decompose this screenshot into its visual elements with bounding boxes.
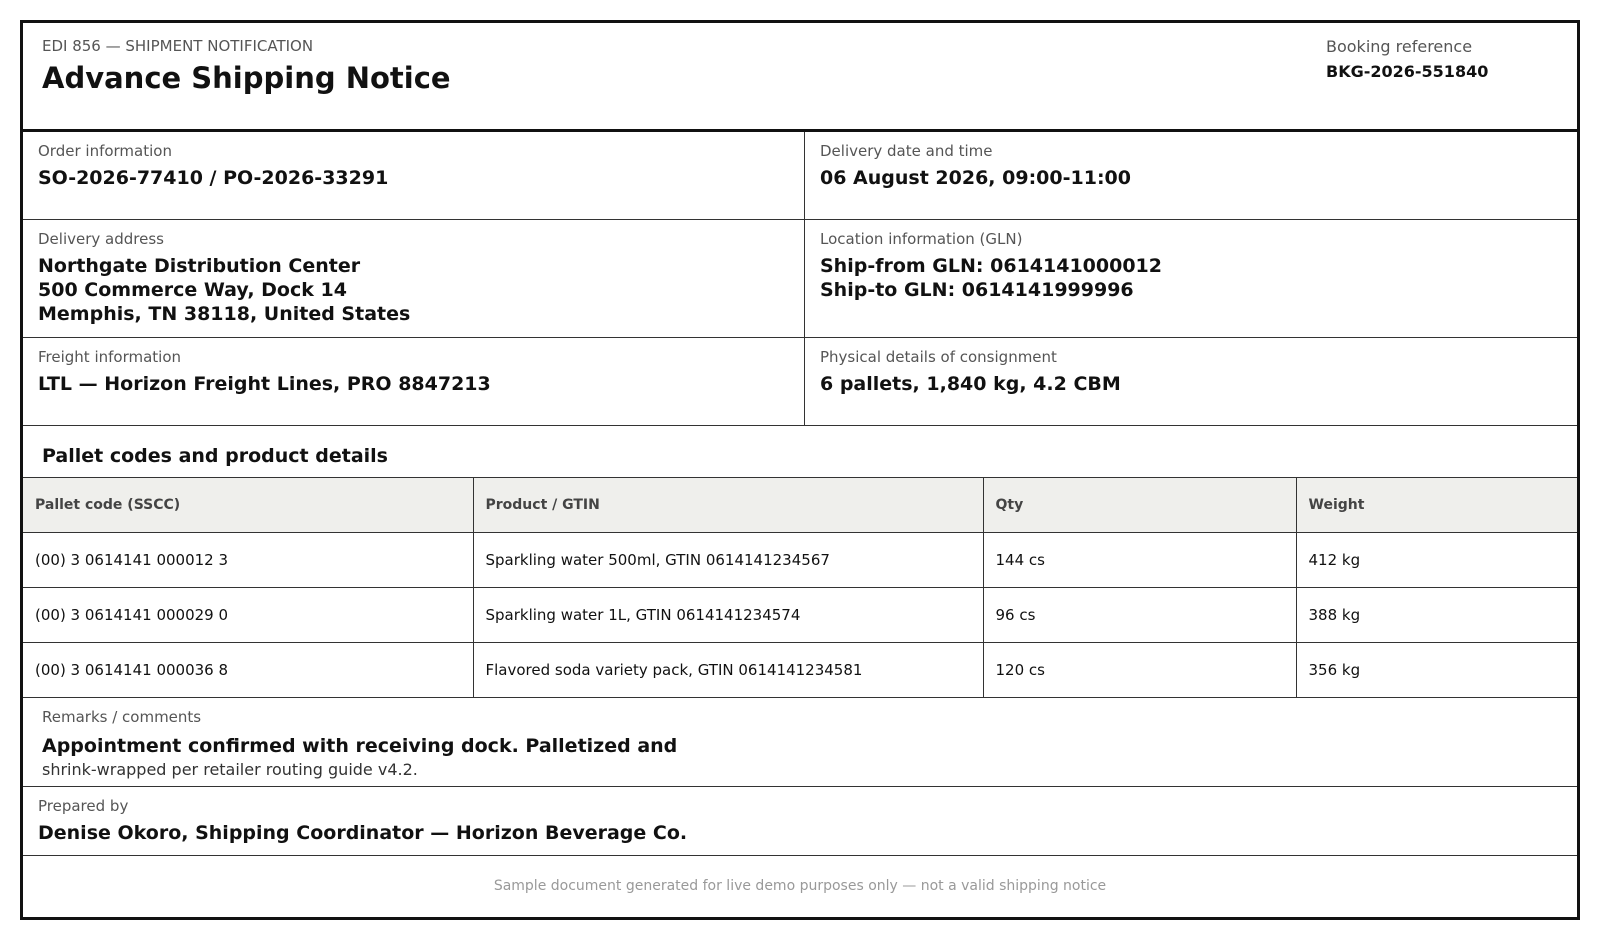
qty-cell: 144 cs	[983, 533, 1296, 588]
freight-information-field	[23, 338, 805, 425]
table-row	[23, 643, 1577, 698]
column-header-qty: Qty	[983, 478, 1296, 533]
product-cell: Sparkling water 1L, GTIN 0614141234574	[473, 588, 983, 643]
prepared-by-value: Denise Okoro, Shipping Coordinator — Horizon Beverage Co.	[38, 822, 688, 844]
ship-from-gln: Ship-from GLN: 0614141000012	[820, 255, 1162, 277]
physical-details-field	[805, 338, 1577, 425]
column-header-product: Product / GTIN	[473, 478, 983, 533]
pallet-section-title: Pallet codes and product details	[42, 445, 388, 467]
column-header-pallet-code: Pallet code (SSCC)	[23, 478, 473, 533]
freight-physical-row	[23, 338, 1577, 426]
weight-cell: 388 kg	[1296, 588, 1577, 643]
booking-reference-value: BKG-2026-551840	[1326, 62, 1489, 81]
remarks-secondary-text: shrink-wrapped per retailer routing guide v4.2.	[42, 760, 418, 779]
pallet-code-cell: (00) 3 0614141 000036 8	[23, 643, 473, 698]
delivery-address-label: Delivery address	[38, 230, 164, 248]
table-header-row	[23, 478, 1577, 533]
delivery-address-line: Northgate Distribution Center	[38, 255, 361, 277]
freight-information-value: LTL — Horizon Freight Lines, PRO 8847213	[38, 373, 491, 395]
pallet-code-cell: (00) 3 0614141 000029 0	[23, 588, 473, 643]
delivery-datetime-field	[805, 132, 1577, 219]
order-delivery-row	[23, 132, 1577, 220]
pallet-code-cell: (00) 3 0614141 000012 3	[23, 533, 473, 588]
remarks-field	[23, 698, 1577, 787]
address-location-row	[23, 220, 1577, 338]
freight-information-label: Freight information	[38, 348, 182, 366]
order-information-value: SO-2026-77410 / PO-2026-33291	[38, 167, 389, 189]
prepared-by-field	[23, 787, 1577, 856]
physical-details-value: 6 pallets, 1,840 kg, 4.2 CBM	[820, 373, 1121, 395]
location-gln-label: Location information (GLN)	[820, 230, 1023, 248]
document-title: Advance Shipping Notice	[42, 61, 451, 95]
weight-cell: 412 kg	[1296, 533, 1577, 588]
remarks-label: Remarks / comments	[42, 708, 202, 726]
qty-cell: 96 cs	[983, 588, 1296, 643]
booking-reference-label: Booking reference	[1326, 37, 1473, 56]
column-header-weight: Weight	[1296, 478, 1577, 533]
weight-cell: 356 kg	[1296, 643, 1577, 698]
table-row	[23, 533, 1577, 588]
physical-details-label: Physical details of consignment	[820, 348, 1057, 366]
location-gln-value	[820, 254, 1562, 302]
remarks-primary-text: Appointment confirmed with receiving dock. Palletized and	[42, 735, 678, 757]
order-information-field	[23, 132, 805, 219]
delivery-address-line: Memphis, TN 38118, United States	[38, 303, 411, 325]
delivery-address-field	[23, 220, 805, 337]
delivery-address-line: 500 Commerce Way, Dock 14	[38, 279, 347, 301]
shipping-notice-document	[20, 20, 1580, 920]
booking-reference	[1326, 37, 1488, 81]
qty-cell: 120 cs	[983, 643, 1296, 698]
product-cell: Sparkling water 500ml, GTIN 0614141234567	[473, 533, 983, 588]
product-cell: Flavored soda variety pack, GTIN 0614141234581	[473, 643, 983, 698]
delivery-datetime-value: 06 August 2026, 09:00-11:00	[820, 167, 1131, 189]
document-type: EDI 856 — SHIPMENT NOTIFICATION	[42, 37, 314, 55]
pallet-table	[23, 477, 1577, 698]
order-information-label: Order information	[38, 142, 172, 160]
table-row	[23, 588, 1577, 643]
location-gln-field	[805, 220, 1577, 337]
delivery-datetime-label: Delivery date and time	[820, 142, 993, 160]
document-header	[23, 23, 1577, 132]
disclaimer-footnote: Sample document generated for live demo purposes only — not a valid shipping notice	[493, 878, 1107, 894]
prepared-by-label: Prepared by	[38, 797, 129, 815]
delivery-address-value	[38, 254, 789, 326]
ship-to-gln: Ship-to GLN: 0614141999996	[820, 279, 1134, 301]
